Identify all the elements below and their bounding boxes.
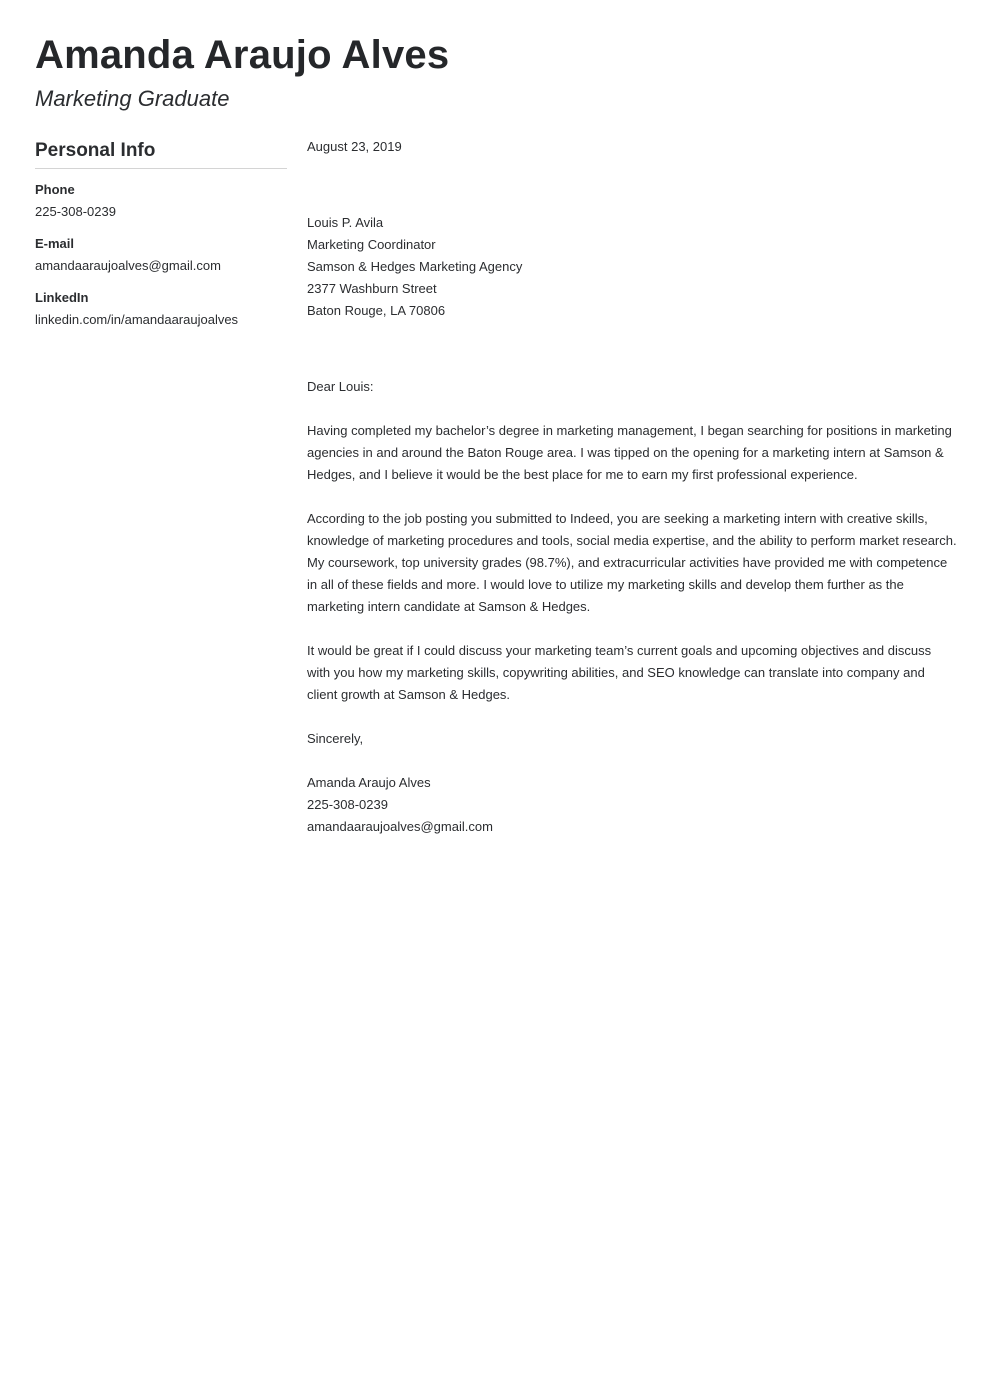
signature-block [307,772,957,838]
signature-name: Amanda Araujo Alves [307,775,431,790]
recipient-name: Louis P. Avila [307,215,384,230]
recipient-title: Marketing Coordinator [307,237,436,252]
letter-greeting: Dear Louis: [307,379,374,394]
letter-body [307,136,957,838]
email-label: E-mail [35,236,75,251]
linkedin-label: LinkedIn [35,290,89,305]
letter-closing: Sincerely, [307,731,364,746]
signature-phone: 225-308-0239 [307,797,388,812]
linkedin-value: linkedin.com/in/amandaaraujoalves [35,312,239,327]
applicant-job-title: Marketing Graduate [35,86,230,111]
phone-value: 225-308-0239 [35,204,116,219]
signature-email: amandaaraujoalves@gmail.com [307,819,493,834]
email-value: amandaaraujoalves@gmail.com [35,258,221,273]
personal-info-sidebar [35,139,287,331]
letter-date: August 23, 2019 [307,139,402,154]
recipient-street: 2377 Washburn Street [307,281,437,296]
applicant-name: Amanda Araujo Alves [35,33,450,77]
personal-info-heading: Personal Info [35,139,287,169]
letter-paragraph: Having completed my bachelor’s degree in marketing management, I began searching for positions in marketing agencies in and around the Baton Rouge area. I was tipped on the opening for a marketing intern at Samson & Hedges, and I believe it would be the best place for me to earn my first professional experience. [307,423,952,482]
recipient-block [307,212,957,322]
letter-paragraph: It would be great if I could discuss your marketing team’s current goals and upcoming objectives and discuss with you how my marketing skills, copywriting abilities, and SEO knowledge can translate into company and client growth at Samson & Hedges. [307,643,932,702]
letter-paragraph: According to the job posting you submitted to Indeed, you are seeking a marketing intern with creative skills, knowledge of marketing procedures and tools, social media expertise, and the ability to perform market research. My coursework, top university grades (98.7%), and extracurricular activities have provided me with competence in all of these fields and more. I would love to utilize my marketing skills and develop them further as the marketing intern candidate at Samson & Hedges. [307,511,957,614]
recipient-company: Samson & Hedges Marketing Agency [307,259,523,274]
phone-label: Phone [35,182,75,197]
recipient-city: Baton Rouge, LA 70806 [307,303,446,318]
